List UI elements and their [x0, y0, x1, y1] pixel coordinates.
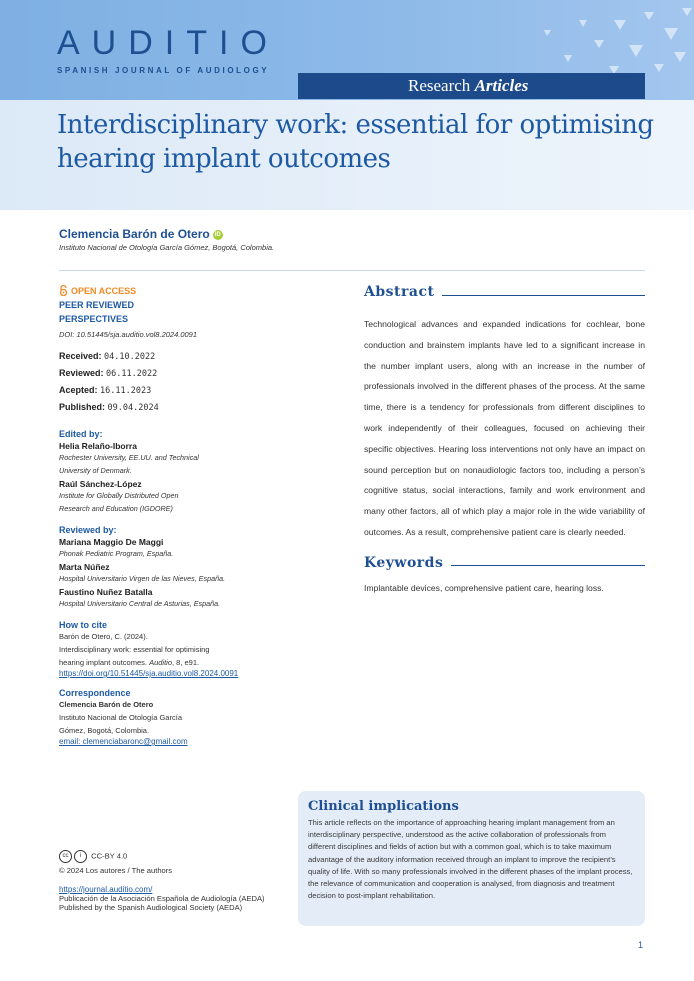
editor-affiliation: Rochester University, EE.UU. and Technical University of Denmark. [59, 453, 199, 475]
edited-by-heading: Edited by: [59, 429, 103, 439]
section-label: Research Articles [298, 73, 645, 99]
citation-doi-link[interactable]: https://doi.org/10.51445/sja.auditio.vol8.2024.0091 [59, 669, 239, 678]
clinical-implications-box [298, 791, 645, 926]
journal-link[interactable]: https://journal.auditio.com/ [59, 885, 153, 894]
article-title: Interdisciplinary work: essential for optimising hearing implant outcomes [57, 110, 654, 174]
main-column [364, 284, 645, 593]
date-reviewed: Reviewed: 06.11.2022 [59, 368, 158, 379]
reviewer-affiliation: Hospital Universitario Virgen de las Nieves, España. [59, 574, 226, 583]
correspondence-institution: Instituto Nacional de Otología García [59, 713, 182, 722]
perspectives-label: PERSPECTIVES [59, 314, 129, 324]
reviewer-name: Marta Núñez [59, 562, 110, 572]
dates-list [59, 351, 289, 419]
publisher-en: Published by the Spanish Audiological Society (AEDA) [59, 903, 243, 912]
editor-name: Raúl Sánchez-López [59, 479, 142, 489]
orcid-icon[interactable]: iD [214, 231, 221, 238]
journal-subtitle: SPANISH JOURNAL OF AUDIOLOGY [57, 66, 270, 75]
doi: DOI: 10.51445/sja.auditio.vol8.2024.0091 [59, 330, 198, 339]
citation-author: Barón de Otero, C. (2024). [59, 632, 148, 641]
reviewer-affiliation: Phonak Pediatric Program, España. [59, 549, 174, 558]
clinical-implications-text: This article reflects on the importance of approaching hearing implant management from an interdisciplinary perspective, understood as the active collaboration of professionals from different disciplines and fields of action but with a common goal, which is to take maximum advantage of the auditory information received through an implant to improve the recipient’s quality of life. With so many professionals involved in the different phases of the implant process, the relevance of communication and cooperation is analysed, from diagnosis and treatment decision to post-implant rehabilitation. [308, 818, 633, 901]
author-affiliation: Instituto Nacional de Otología García Gómez, Bogotá, Colombia. [59, 243, 275, 252]
license-block [59, 850, 299, 912]
by-icon: i [74, 850, 87, 863]
heading-rule [451, 565, 645, 566]
date-accepted: Acepted: 16.11.2023 [59, 385, 152, 396]
date-received: Received: 04.10.2022 [59, 351, 156, 362]
abstract-heading: Abstract [364, 284, 645, 300]
how-to-cite-heading: How to cite [59, 620, 108, 630]
correspondence-email-link[interactable]: email: clemenciabaronc@gmail.com [59, 737, 188, 746]
copyright: © 2024 Los autores / The authors [59, 866, 173, 875]
reviewer-affiliation: Hospital Universitario Central de Asturias, España. [59, 599, 221, 608]
peer-reviewed-label: PEER REVIEWED [59, 300, 135, 310]
keywords-heading: Keywords [364, 555, 645, 571]
heading-rule [442, 295, 645, 296]
correspondence-city: Gómez, Bogotá, Colombia. [59, 726, 150, 735]
correspondence-heading: Correspondence [59, 688, 131, 698]
citation-title: Interdisciplinary work: essential for optimising [59, 645, 210, 654]
cc-icon: cc [59, 850, 72, 863]
open-lock-icon [59, 285, 68, 296]
clinical-implications-heading: Clinical implications [308, 799, 459, 814]
editor-affiliation: Institute for Globally Distributed Open Research and Education (IGDORE) [59, 491, 179, 513]
keywords-text: Implantable devices, comprehensive patient care, hearing loss. [364, 582, 604, 593]
citation-source: hearing implant outcomes. Auditio, 8, e91. [59, 658, 200, 667]
reviewer-name: Mariana Maggio De Maggi [59, 537, 164, 547]
page-number: 1 [638, 940, 644, 950]
header-banner [0, 0, 694, 100]
reviewed-by-heading: Reviewed by: [59, 525, 117, 535]
abstract-text: Technological advances and expanded indications for cochlear, bone conduction and brainstem implants have led to a significant increase in the number implant users, along with an increase in the number of professionals involved in the different phases of the process. At the same time, there is a tendency for professionals from different disciplines to work independently of their colleagues, focused on achieving their specific objectives. Hearing loss interventions not only have an impact on sound perception but on nonaudiologic factors too, including a person’s cognitive status, social interactions, family and work environment and many other factors, all of which play a major role in the wide variability of outcomes. As a result, comprehensive patient care is clearly needed. [364, 319, 645, 537]
metadata-sidebar [59, 285, 289, 746]
correspondence-name: Clemencia Barón de Otero [59, 700, 154, 709]
license-line: cc i CC-BY 4.0 [59, 850, 299, 863]
date-published: Published: 09.04.2024 [59, 402, 159, 413]
reviewer-name: Faustino Nuñez Batalla [59, 587, 153, 597]
journal-logo: AUDITIO [57, 24, 279, 62]
author-name: Clemencia Barón de Otero iD [59, 227, 221, 241]
open-access-badge: OPEN ACCESS [59, 285, 289, 296]
divider [59, 270, 645, 271]
editor-name: Helia Relaño-Iborra [59, 441, 137, 451]
publisher-es: Publicación de la Asociación Española de Audiología (AEDA) [59, 894, 265, 903]
